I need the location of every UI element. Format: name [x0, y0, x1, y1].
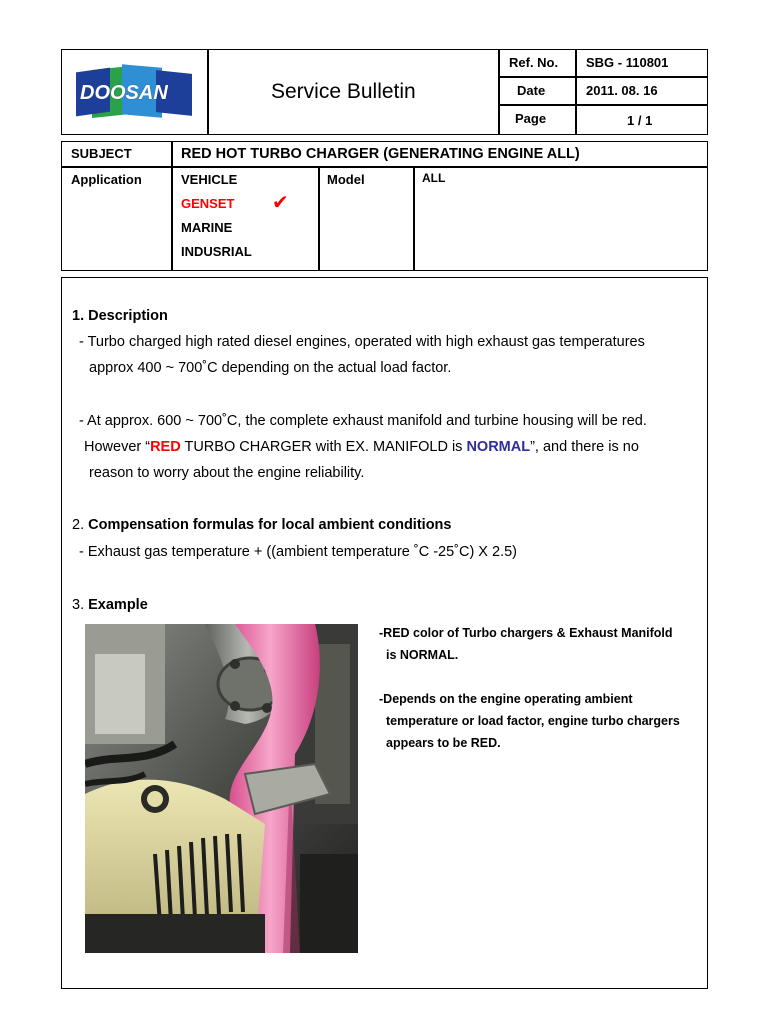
header-divider-meta [575, 49, 577, 135]
logo-text: DOOSAN [80, 82, 168, 104]
section-1-heading: 1. Description [72, 308, 168, 324]
note-1-line-2: is NORMAL. [386, 648, 459, 662]
section-2-number: 2. [72, 517, 89, 533]
application-indusrial: INDUSRIAL [181, 244, 252, 259]
application-genset: GENSET [181, 196, 235, 211]
info-divider-1 [171, 141, 173, 271]
subject-value: RED HOT TURBO CHARGER (GENERATING ENGINE ALL) [181, 146, 580, 162]
note-2-line-3: appears to be RED. [386, 736, 501, 750]
page-title: Service Bulletin [271, 80, 416, 103]
date-value: 2011. 08. 16 [586, 83, 658, 98]
section-1-para-2-line-1: - At approx. 600 ~ 700˚C, the complete exhaust manifold and turbine housing will be red. [79, 413, 647, 429]
section-1-para-2-line-3: reason to worry about the engine reliability. [89, 465, 365, 481]
section-3-title: Example [88, 597, 148, 613]
checkmark-icon: ✔ [272, 192, 289, 214]
application-marine: MARINE [181, 220, 233, 235]
info-divider-2 [318, 166, 320, 271]
section-3-heading [72, 597, 148, 613]
section-2-heading [72, 517, 451, 533]
model-value: ALL [422, 171, 446, 185]
page-label: Page [515, 111, 547, 126]
application-label: Application [71, 172, 142, 187]
para-2-mid: TURBO CHARGER with EX. MANIFOLD is [180, 439, 467, 455]
application-vehicle: VEHICLE [181, 172, 238, 187]
model-label: Model [327, 172, 365, 187]
page-value: 1 / 1 [627, 113, 653, 128]
note-2-line-1: -Depends on the engine operating ambient [379, 692, 633, 706]
note-1-line-1: -RED color of Turbo chargers & Exhaust Manifold [379, 626, 673, 640]
header-divider-title [498, 49, 500, 135]
red-highlight: RED [150, 439, 181, 455]
ref-label: Ref. No. [509, 55, 559, 70]
header-row-line-2 [498, 104, 708, 106]
info-divider-3 [413, 166, 415, 271]
para-2-pre: However “ [84, 439, 151, 455]
section-2-formula: - Exhaust gas temperature + ((ambient temperature ˚C -25˚C) X 2.5) [79, 544, 517, 560]
subject-label: SUBJECT [71, 146, 132, 161]
section-1-para-1-line-2: approx 400 ~ 700˚C depending on the actual load factor. [89, 360, 452, 376]
section-3-number: 3. [72, 597, 89, 613]
normal-highlight: NORMAL [466, 439, 531, 455]
section-1-para-1-line-1: - Turbo charged high rated diesel engines, operated with high exhaust gas temperatures [79, 334, 645, 350]
date-label: Date [517, 83, 546, 98]
info-row-line [61, 166, 708, 168]
ref-value: SBG - 110801 [586, 55, 669, 70]
doosan-logo [74, 62, 194, 122]
section-1-para-2-line-2 [84, 439, 639, 455]
header-divider-logo [207, 49, 209, 135]
note-2-line-2: temperature or load factor, engine turbo chargers [386, 714, 680, 728]
header-row-line-1 [498, 76, 708, 78]
turbo-charger-photo [85, 624, 358, 953]
photo-illustration [85, 624, 358, 953]
para-2-post: ”, and there is no [530, 439, 639, 455]
section-2-title: Compensation formulas for local ambient conditions [88, 517, 452, 533]
